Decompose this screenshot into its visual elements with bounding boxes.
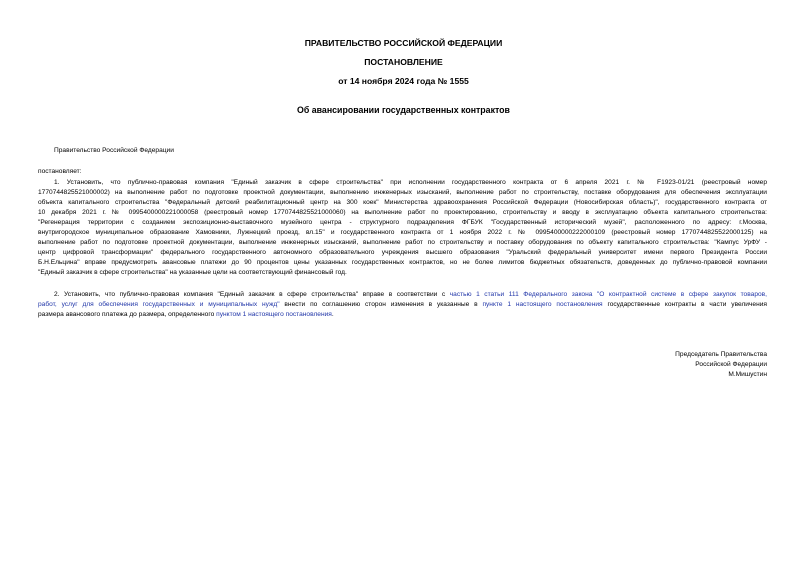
paragraph-line: 10 декабря 2021 г. № 0995400000221000058 (реестровый номер 1770744825521000060) на выполнение работ по проектированию, строительству и вводу в эксплуатацию объекта капитального строительства: <box>38 209 767 216</box>
paragraph-line: выполнение работ по подготовке проектной документации, выполнение инженерных изысканий, выполнение работ по строительству и поставку оборудования по объекту капитального строительства: "Кампус УрФУ - <box>38 239 767 246</box>
signature-org: Российской Федерации <box>695 361 767 368</box>
law-article-link[interactable]: частью 1 статьи 111 Федерального закона "О контрактной системе в сфере закупок товаров, <box>449 291 767 298</box>
signature-position: Председатель Правительства <box>675 351 767 358</box>
signature-name: М.Мишустин <box>728 371 767 378</box>
paragraph-text: размера авансового платежа до размера, определенного <box>38 311 217 318</box>
paragraph-line: 1. Установить, что публично-правовая компания "Единый заказчик в сфере строительства" при исполнении государственного контракта от 6 апреля 2021 г. № F1923-01/21 (реестровый номер <box>54 179 767 186</box>
paragraph-line <box>38 310 334 319</box>
paragraph-text: внести по соглашению сторон изменения в указанные в <box>279 301 483 308</box>
clause-1-link-2[interactable]: пунктом 1 настоящего постановления <box>216 311 332 318</box>
preamble-authority: Правительство Российской Федерации <box>54 147 174 154</box>
paragraph-text: 2. Установить, что публично-правовая компания "Единый заказчик в сфере строительства" вправе в соответствии с <box>54 291 450 298</box>
document-title: Об авансировании государственных контрактов <box>297 105 510 115</box>
paragraph-line: Б.Н.Ельцина" вправе предусмотреть авансовые платежи до 90 процентов цены указанных государственных контрактов, но не более лимитов бюджетных обязательств, доведенных до публично-правовой компании <box>38 259 767 266</box>
paragraph-text: . <box>331 311 334 318</box>
paragraph-line: объекта капитального строительства "Федеральный детский реабилитационный центр на 300 коек" Министерства здравоохранения Российской Федерации (Новосибирская область)", государственного контракта от <box>38 199 767 206</box>
date-number: от 14 ноября 2024 года № 1555 <box>338 76 469 86</box>
document-kind: ПОСТАНОВЛЕНИЕ <box>364 57 443 67</box>
preamble-resolves: постановляет: <box>38 168 82 175</box>
government-heading: ПРАВИТЕЛЬСТВО РОССИЙСКОЙ ФЕДЕРАЦИИ <box>304 38 503 48</box>
paragraph-line: "Регенерация территории с созданием экспозиционно-выставочного музейного центра - структурного подразделения ФГБУК "Государственный исторический музей", расположенного по адресу: г.Москва, <box>38 219 767 226</box>
law-title-link[interactable]: работ, услуг для обеспечения государственных и муниципальных нужд" <box>38 301 280 308</box>
paragraph-line <box>38 300 767 309</box>
paragraph-line: "Единый заказчик в сфере строительства" на указанные цели на соответствующий финансовый год. <box>38 269 347 276</box>
paragraph-line: центр цифровой трансформации" федерального государственного автономного образовательного учреждения высшего образования "Уральский федеральный университет имени первого Президента России <box>38 249 767 256</box>
paragraph-text: государственные контракты в части увеличения <box>602 301 767 308</box>
clause-1-link[interactable]: пункте 1 настоящего постановления <box>482 301 603 308</box>
paragraph-line: 1770744825521000002) на выполнение работ по подготовке проектной документации, выполнению инженерных изысканий, выполнение работ по строительству, поставке оборудования для обеспечения эксплуатации <box>38 189 767 196</box>
paragraph-line <box>54 290 767 299</box>
paragraph-line: внутригородское муниципальное образование Хамовники, Лужнецкий проезд, вл.15" и государственного контракта от 1 ноября 2022 г. № 0995400000222000109 (реестровый номер 1770744825522000125) на <box>38 229 767 236</box>
